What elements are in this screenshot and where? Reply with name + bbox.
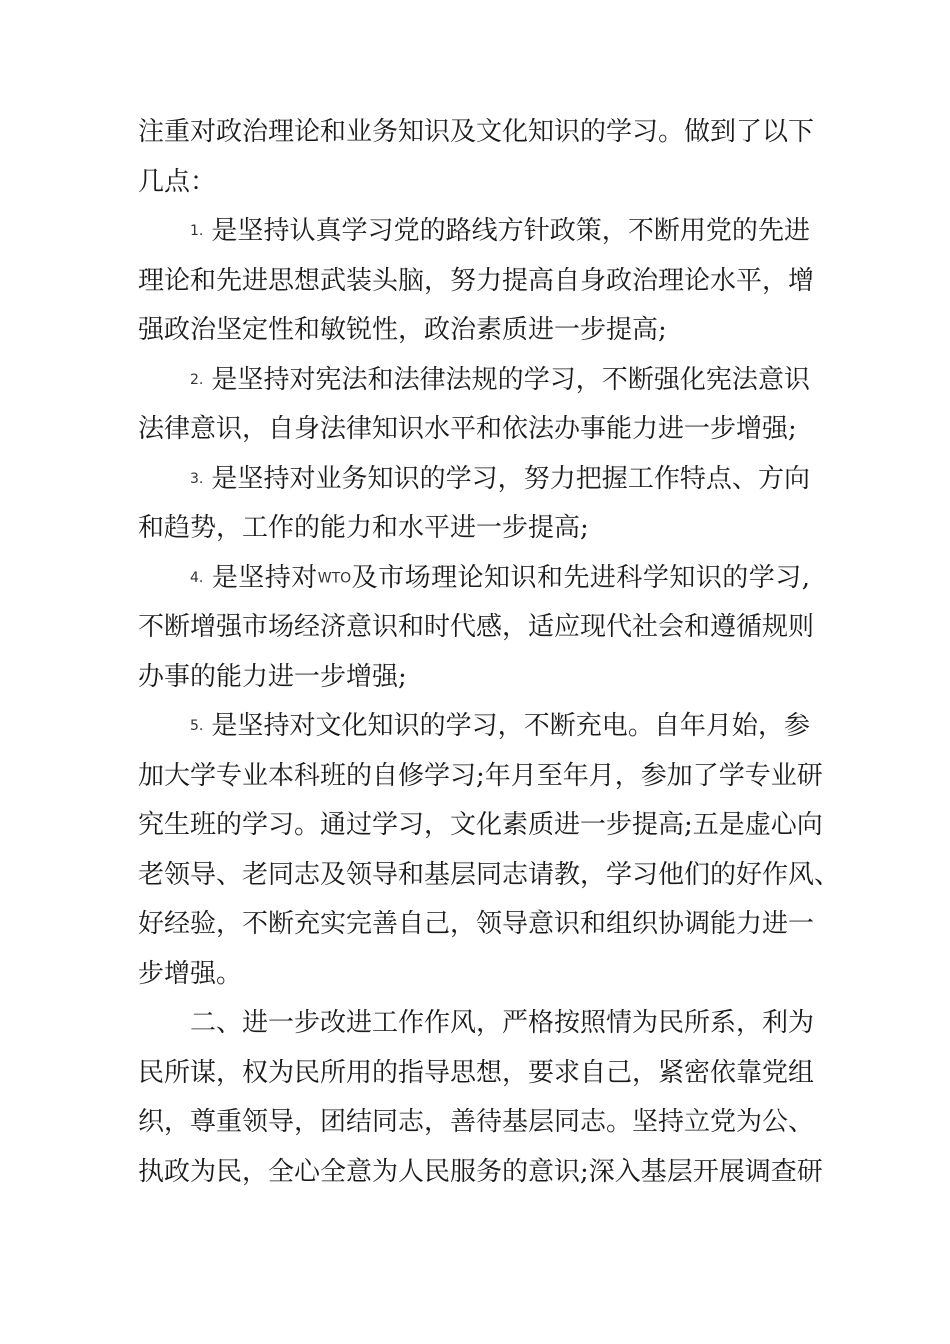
text-line: 执政为民，全心全意为人民服务的意识;深入基层开展调查研 — [138, 1156, 823, 1187]
list-item-4-line — [138, 554, 810, 604]
text-line: 法律意识，自身法律知识水平和依法办事能力进一步增强; — [138, 414, 797, 444]
list-item-2-line — [138, 356, 810, 406]
text-line: 几点： — [138, 166, 217, 197]
text-span: 是坚持对 — [211, 562, 318, 593]
text-span: 是坚持对文化知识的学习，不断充电。自年月始，参 — [211, 711, 810, 741]
body-text — [138, 108, 841, 1197]
text-line: 理论和先进思想武装头脑，努力提高自身政治理论水平，增 — [138, 265, 815, 296]
text-span: 是坚持认真学习党的路线方针政策，不断用党的先进 — [211, 216, 810, 246]
list-number: 5. — [190, 718, 204, 735]
text-line: 加大学专业本科班的自修学习;年月至年月，参加了学专业研 — [138, 760, 823, 791]
text-line: 民所谋，权为民所用的指导思想，要求自己，紧密依靠党组 — [138, 1057, 815, 1088]
text-line: 老领导、老同志及领导和基层同志请教，学习他们的好作风、 — [138, 859, 841, 890]
list-number: 1. — [190, 223, 204, 240]
text-line: 究生班的学习。通过学习，文化素质进一步提高;五是虚心向 — [138, 810, 823, 840]
text-line: 步增强。 — [138, 958, 243, 989]
section-two-line: 二、进一步改进工作作风，严格按照情为民所系，利为 — [190, 1008, 815, 1038]
text-span: 是坚持对业务知识的学习，努力把握工作特点、方向 — [211, 463, 810, 494]
list-item-5-line — [138, 702, 810, 752]
list-item-3-line — [138, 455, 810, 505]
text-line: 办事的能力进一步增强; — [138, 661, 407, 692]
list-number: 4. — [190, 569, 204, 586]
list-number: 2. — [190, 371, 204, 388]
text-line: 好经验，不断充实完善自己，领导意识和组织协调能力进一 — [138, 909, 815, 939]
wto-abbrev: WTO — [317, 569, 352, 586]
text-span: 是坚持对宪法和法律法规的学习，不断强化宪法意识 — [211, 364, 810, 395]
text-line: 注重对政治理论和业务知识及文化知识的学习。做到了以下 — [138, 117, 815, 147]
text-line: 织，尊重领导，团结同志，善待基层同志。坚持立党为公、 — [138, 1107, 815, 1137]
text-line: 强政治坚定性和敏锐性，政治素质进一步提高; — [138, 315, 667, 345]
list-item-1-line — [138, 207, 810, 257]
text-line: 不断增强市场经济意识和时代感，适应现代社会和遵循规则 — [138, 612, 815, 642]
list-number: 3. — [190, 470, 204, 487]
text-line: 和趋势，工作的能力和水平进一步提高; — [138, 513, 589, 543]
text-span: 及市场理论知识和先进科学知识的学习, — [351, 562, 810, 593]
